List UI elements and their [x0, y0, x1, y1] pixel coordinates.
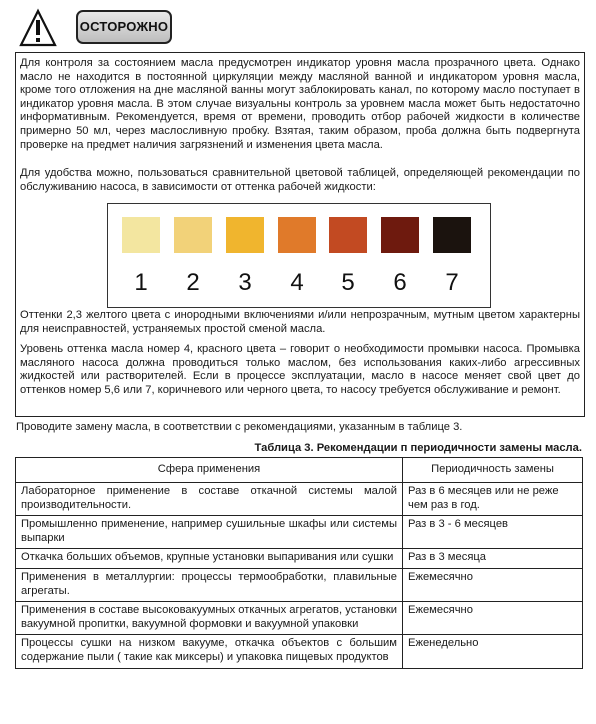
- oil-change-table: [15, 457, 583, 669]
- table-cell-frequency: Раз в 3 месяца: [403, 549, 583, 569]
- table-cell-application: Откачка больших объемов, крупные установки выпаривания или сушки: [16, 549, 403, 569]
- table-cell-application: Применения в составе высоковакуумных откачных агрегатов, установки вакуумной пропитки, вакуумной формовки и вакуумной упаковки: [16, 602, 403, 635]
- color-swatch-5: [329, 217, 367, 253]
- exclamation-triangle-icon: [18, 8, 58, 48]
- table-cell-frequency: Раз в 6 месяцев или не реже чем раз в год.: [403, 483, 583, 516]
- color-number-7: 7: [445, 269, 459, 296]
- column-header-frequency: Периодичность замены: [403, 458, 583, 483]
- warning-header: [14, 4, 214, 48]
- color-swatch-2: [174, 217, 212, 253]
- color-number-6: 6: [393, 269, 407, 296]
- table-row: [16, 516, 583, 549]
- table-cell-frequency: Раз в 3 - 6 месяцев: [403, 516, 583, 549]
- notice-paragraph-3: Оттенки 2,3 желтого цвета с инородными включениями и/или непрозрачным, мутным цветом характерны для неисправностей, устраняемых простой сменой масла.: [20, 309, 580, 335]
- color-swatch-3: [226, 217, 264, 253]
- table-caption: Таблица 3. Рекомендации п периодичности замены масла.: [254, 442, 582, 454]
- notice-paragraph-4: Уровень оттенка масла номер 4, красного цвета – говорит о необходимости промывки насоса. Промывка масляного насоса должна проводиться только маслом, без использования каких-либо агрессивных жидкостей или растворителей. Если в процессе эксплуатации, масло в насосе меняет свой цвет до оттенков номер 5,6 или 7, коричневого или черного цвета, то насосу требуется обслуживание и ремонт.: [20, 343, 580, 396]
- color-number-1: 1: [134, 269, 148, 296]
- table-cell-frequency: Ежемесячно: [403, 568, 583, 601]
- color-swatch-6: [381, 217, 419, 253]
- table-header-row: [16, 458, 583, 483]
- table-cell-application: Лабораторное применение в составе откачной системы малой производительности.: [16, 483, 403, 516]
- color-number-2: 2: [186, 269, 200, 296]
- table-cell-application: Процессы сушки на низком вакууме, откачка объектов с большим содержание пыли ( такие как миксеры) и упаковка пищевых продуктов: [16, 635, 403, 668]
- intro-text: Проводите замену масла, в соответствии с рекомендациями, указанным в таблице 3.: [16, 421, 463, 433]
- color-number-5: 5: [341, 269, 355, 296]
- table-cell-application: Промышленно применение, например сушильные шкафы или системы выпарки: [16, 516, 403, 549]
- table-cell-frequency: Еженедельно: [403, 635, 583, 668]
- table-cell-application: Применения в металлургии: процессы термообработки, плавильные агрегаты.: [16, 568, 403, 601]
- warning-label: ОСТОРОЖНО: [76, 10, 172, 44]
- table-row: [16, 483, 583, 516]
- table-row: [16, 602, 583, 635]
- table-row: [16, 635, 583, 668]
- color-number-3: 3: [238, 269, 252, 296]
- notice-paragraph-1: Для контроля за состоянием масла предусмотрен индикатор уровня масла прозрачного цвета. Однако масло не находится в постоянной циркуляции между масляной ванной и индикатором уровня масла, кроме того отложения на дне масляной ванны могут заблокировать канал, по которому масло поступает в индикатор уровня масла. В этом случае визуальны контроль за уровнем масла может быть недостаточно информативным. Рекомендуется, время от времени, проводить отбор рабочей жидкости в количестве примерно 50 мл, через маслосливную пробку. Взятая, таким образом, проба должна быть подвергнута проверке на предмет наличия загрязнений и изменения цвета масла.: [20, 57, 580, 151]
- color-swatch-7: [433, 217, 471, 253]
- color-swatch-4: [278, 217, 316, 253]
- table-row: [16, 549, 583, 569]
- notice-paragraph-2: Для удобства можно, пользоваться сравнительной цветовой таблицей, определяющей рекомендации по обслуживанию насоса, в зависимости от оттенка рабочей жидкости:: [20, 167, 580, 193]
- table-row: [16, 568, 583, 601]
- color-scale: [107, 203, 491, 308]
- table-cell-frequency: Ежемесячно: [403, 602, 583, 635]
- color-number-4: 4: [290, 269, 304, 296]
- column-header-application: Сфера применения: [16, 458, 403, 483]
- color-swatch-1: [122, 217, 160, 253]
